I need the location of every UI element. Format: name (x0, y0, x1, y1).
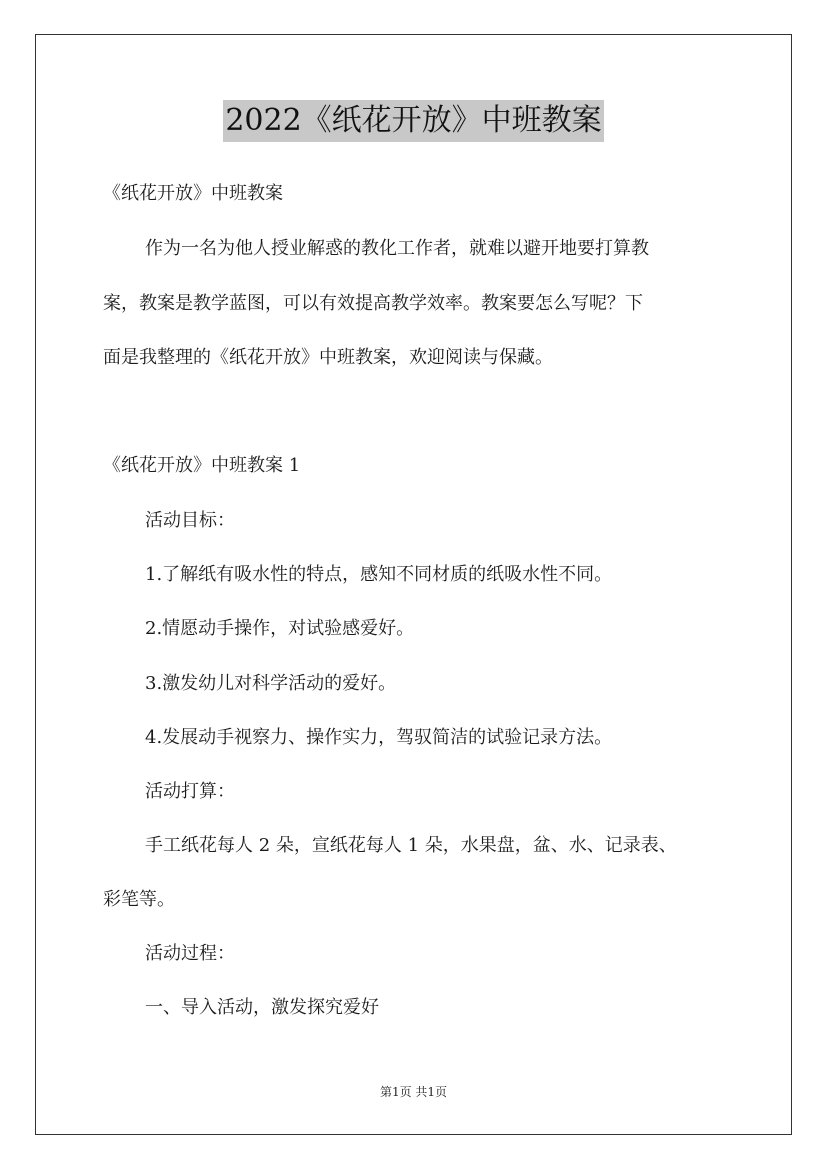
goal-item-3: 3.激发幼儿对科学活动的爱好。 (145, 673, 397, 694)
prep-line-2: 彩笔等。 (103, 889, 175, 910)
process-step-1: 一、导入活动，激发探究爱好 (145, 997, 379, 1018)
process-label: 活动过程： (145, 943, 235, 964)
prep-line-1: 手工纸花每人 2 朵，宣纸花每人 1 朵，水果盘，盆、水、记录表、 (145, 835, 677, 856)
goals-label: 活动目标： (145, 510, 235, 531)
section-heading: 《纸花开放》中班教案 1 (103, 455, 301, 476)
goal-item-4: 4.发展动手视察力、操作实力，驾驭简洁的试验记录方法。 (145, 727, 613, 748)
prep-label: 活动打算： (145, 781, 235, 802)
doc-subtitle: 《纸花开放》中班教案 (103, 183, 283, 204)
intro-line-1: 作为一名为他人授业解惑的教化工作者，就难以避开地要打算教 (145, 238, 649, 259)
page-title: 2022《纸花开放》中班教案 (223, 100, 603, 142)
intro-line-3: 面是我整理的《纸花开放》中班教案，欢迎阅读与保藏。 (103, 347, 553, 368)
page-number: 第1页 共1页 (379, 1085, 448, 1099)
intro-line-2: 案，教案是教学蓝图，可以有效提高教学效率。教案要怎么写呢？下 (103, 293, 643, 314)
goal-item-1: 1.了解纸有吸水性的特点，感知不同材质的纸吸水性不同。 (145, 564, 613, 585)
page-footer (0, 1084, 827, 1100)
title-container (0, 100, 827, 142)
goal-item-2: 2.情愿动手操作，对试验感爱好。 (145, 618, 415, 639)
